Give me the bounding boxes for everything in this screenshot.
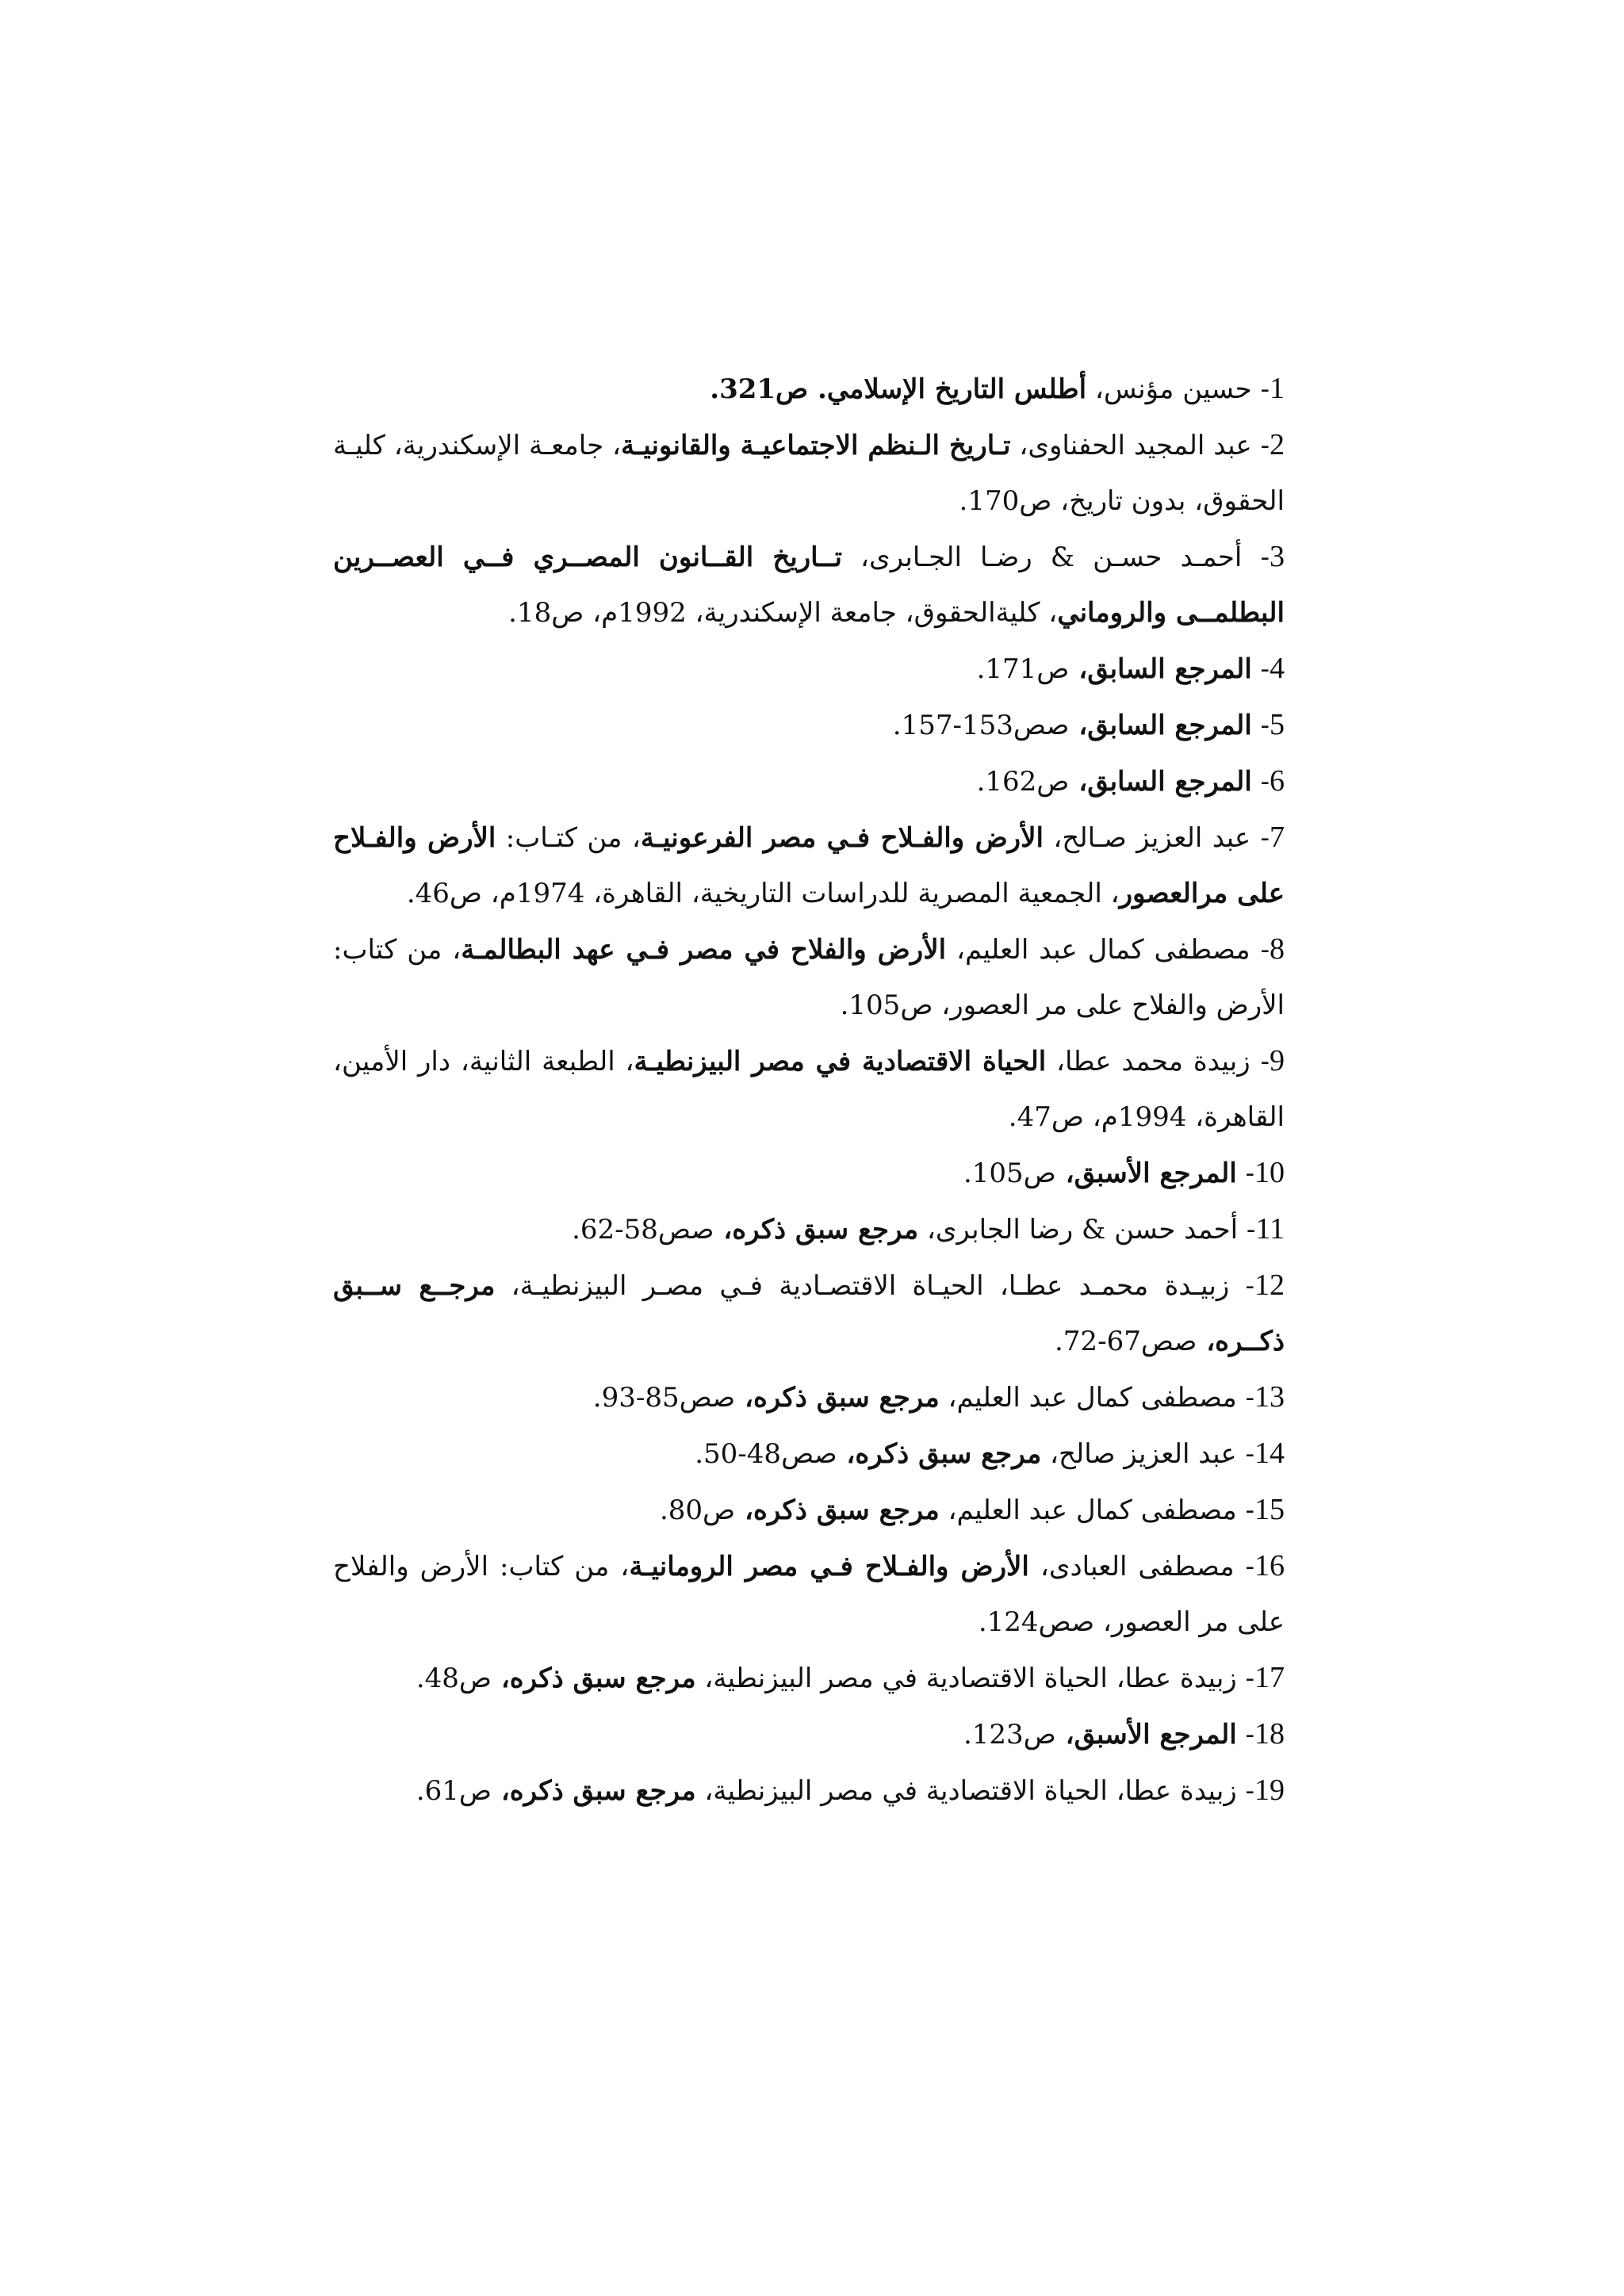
footnote-text: حسين مؤنس،	[1086, 373, 1252, 405]
footnote-text: صص58-62.	[572, 1214, 714, 1246]
footnote-text: ، الطبعة الثانية، دار الأمين، القاهرة، 1994م، ص47.	[333, 1046, 1285, 1133]
footnote-item	[333, 1369, 1285, 1425]
footnote-dash: -	[1236, 1382, 1254, 1414]
footnote-title-bold: المرجع السابق،	[1069, 710, 1252, 741]
footnote-item	[333, 529, 1285, 641]
footnote-number: 18	[1254, 1717, 1285, 1751]
footnote-text: مصطفى كمال عبد العليم،	[939, 1494, 1237, 1526]
footnote-number: 13	[1254, 1380, 1285, 1414]
footnote-dash: -	[1236, 1719, 1254, 1751]
footnote-text: صص48-50.	[695, 1438, 837, 1470]
footnote-title-bold: الأرض والفلاح في مصر فـي عهد البطالمـة	[461, 934, 947, 966]
footnote-dash: -	[1251, 766, 1270, 798]
footnote-item	[333, 1762, 1285, 1819]
footnote-text: ، كليةالحقوق، جامعة الإسكندرية، 1992م، ص18.	[508, 597, 1058, 629]
footnote-item	[333, 1538, 1285, 1650]
footnote-title-bold: تـاريخ الـنظم الاجتماعيـة والقانونيـة	[621, 430, 1011, 461]
footnote-number: 6	[1270, 764, 1285, 798]
footnote-title-bold: المرجع السابق،	[1069, 653, 1252, 685]
footnote-text: زبيدة عطا، الحياة الاقتصادية في مصر البيزنطية،	[695, 1663, 1237, 1694]
footnote-text: ص80.	[659, 1494, 736, 1526]
footnote-item	[333, 921, 1285, 1033]
footnote-title-bold: الأرض والفـلاح فـي مصر الفرعونيـة	[640, 822, 1044, 854]
footnote-title-bold: مرجع سبق ذكره،	[492, 1775, 696, 1807]
footnote-number: 16	[1254, 1549, 1285, 1582]
footnote-number: 3	[1270, 540, 1285, 573]
footnote-title-bold: مرجع سبق ذكره،	[735, 1494, 940, 1526]
footnote-dash: -	[1238, 1214, 1256, 1246]
footnote-title-bold: المرجع الأسبق،	[1055, 1719, 1237, 1751]
footnote-number: 8	[1270, 932, 1285, 966]
footnote-text: مصطفى العبادى،	[1028, 1551, 1235, 1582]
footnote-item	[333, 1201, 1285, 1257]
footnote-dash: -	[1250, 1046, 1270, 1077]
footnote-text: زبيدة عطا، الحياة الاقتصادية في مصر البيزنطية،	[695, 1775, 1237, 1807]
footnote-number: 9	[1270, 1044, 1285, 1077]
footnote-dash: -	[1251, 653, 1270, 685]
footnote-dash: -	[1236, 1775, 1254, 1807]
footnote-number: 10	[1254, 1156, 1285, 1189]
footnote-text: عبد العزيز صالح،	[1041, 1438, 1237, 1470]
footnote-dash: -	[1251, 430, 1270, 461]
footnote-title-bold: مرجــع ســبق ذكــره،	[333, 1270, 1285, 1357]
footnote-number: 12	[1254, 1269, 1285, 1302]
footnote-text: ، من كتاب: الأرض والفلاح على مر العصور، ص105.	[333, 934, 1285, 1021]
footnote-text: صص67-72.	[1054, 1326, 1197, 1357]
footnote-dash: -	[1236, 1438, 1254, 1470]
footnote-item	[333, 1033, 1285, 1145]
footnote-text: صص85-93.	[592, 1382, 736, 1414]
footnote-item	[333, 753, 1285, 809]
footnote-text: زبيدة محمد عطا،	[1046, 1046, 1251, 1077]
footnote-number: 4	[1270, 652, 1285, 685]
footnote-item	[333, 641, 1285, 697]
footnote-title-bold: تــاريخ القــانون المصــري فــي العصــرين البطلمــى والروماني	[333, 541, 1285, 629]
footnote-item	[333, 417, 1285, 529]
footnote-text: عبد المجيد الحفناوى،	[1010, 430, 1252, 461]
footnote-title-bold: أطلس التاريخ الإسلامي. ص321.	[710, 373, 1087, 405]
footnote-item	[333, 1482, 1285, 1538]
footnote-text: ص162.	[976, 766, 1070, 798]
footnote-item	[333, 1706, 1285, 1762]
footnote-text: ص61.	[416, 1775, 492, 1807]
footnote-title-bold: الأرض والفـلاح فـي مصر الرومانيـة	[629, 1551, 1029, 1582]
footnote-text: ، جامعـة الإسكندرية، كليـة الحقوق، بدون تاريخ، ص170.	[333, 430, 1285, 517]
footnote-title-bold: المرجع السابق،	[1069, 766, 1252, 798]
footnote-text: مصطفى كمال عبد العليم،	[939, 1382, 1237, 1414]
footnote-text: ص105.	[963, 1158, 1056, 1189]
footnote-title-bold: مرجع سبق ذكره،	[492, 1663, 696, 1694]
footnote-dash: -	[1236, 1494, 1254, 1526]
footnote-title-bold: مرجع سبق ذكره،	[735, 1382, 940, 1414]
footnote-title-bold: مرجع سبق ذكره،	[837, 1438, 1042, 1470]
footnote-text: عبد العزيز صـالح،	[1043, 822, 1251, 854]
footnote-title-bold: مرجع سبق ذكره،	[714, 1214, 919, 1246]
footnote-text: صص153-157.	[892, 710, 1070, 741]
footnote-text: أحمد حسن & رضا الجابرى،	[918, 1214, 1239, 1246]
footnote-text: ص48.	[416, 1663, 492, 1694]
footnote-dash: -	[1250, 934, 1270, 966]
footnote-dash: -	[1229, 1270, 1254, 1302]
footnote-number: 7	[1270, 821, 1285, 854]
footnote-number: 14	[1254, 1437, 1285, 1470]
footnote-title-bold: الأرض والفـلاح على مرالعصور	[333, 822, 1285, 909]
footnote-number: 5	[1270, 708, 1285, 741]
footnote-text: ، من كتاب: الأرض والفلاح على مر العصور، صص124.	[333, 1551, 1285, 1638]
footnote-title-bold: الحياة الاقتصادية في مصر البيزنطيـة	[634, 1046, 1047, 1077]
footnote-dash: -	[1251, 710, 1270, 741]
footnote-text: ، من كتـاب:	[496, 822, 641, 854]
footnote-text: زبيـدة محمـد عطـا، الحيـاة الاقتصـادية فـي مصـر البيزنطيـة،	[495, 1270, 1230, 1302]
footnote-item	[333, 1650, 1285, 1706]
footnote-text: ص171.	[976, 653, 1070, 685]
footnote-dash: -	[1251, 822, 1270, 854]
footnote-text: أحمـد حسـن & رضـا الجـابرى،	[841, 541, 1243, 573]
footnote-item	[333, 1145, 1285, 1201]
footnote-number: 2	[1270, 428, 1285, 461]
footnote-number: 19	[1254, 1774, 1285, 1807]
footnote-number: 17	[1254, 1661, 1285, 1694]
footnote-text: ، الجمعية المصرية للدراسات التاريخية، القاهرة، 1974م، ص46.	[406, 878, 1120, 909]
footnote-text: مصطفى كمال عبد العليم،	[946, 934, 1251, 966]
footnote-text: ص123.	[963, 1719, 1056, 1751]
footnotes-list	[333, 361, 1285, 1819]
footnote-title-bold: المرجع الأسبق،	[1055, 1158, 1237, 1189]
footnote-item	[333, 1425, 1285, 1482]
footnote-number: 1	[1270, 372, 1285, 405]
footnote-dash: -	[1242, 541, 1270, 573]
footnote-dash: -	[1234, 1551, 1255, 1582]
footnote-item	[333, 361, 1285, 417]
footnote-item	[333, 809, 1285, 921]
footnote-number: 15	[1254, 1493, 1285, 1526]
footnote-dash: -	[1236, 1663, 1254, 1694]
footnote-number: 11	[1255, 1212, 1285, 1246]
footnote-item	[333, 697, 1285, 753]
footnote-dash: -	[1236, 1158, 1254, 1189]
footnote-dash: -	[1251, 373, 1270, 405]
footnote-item	[333, 1257, 1285, 1369]
